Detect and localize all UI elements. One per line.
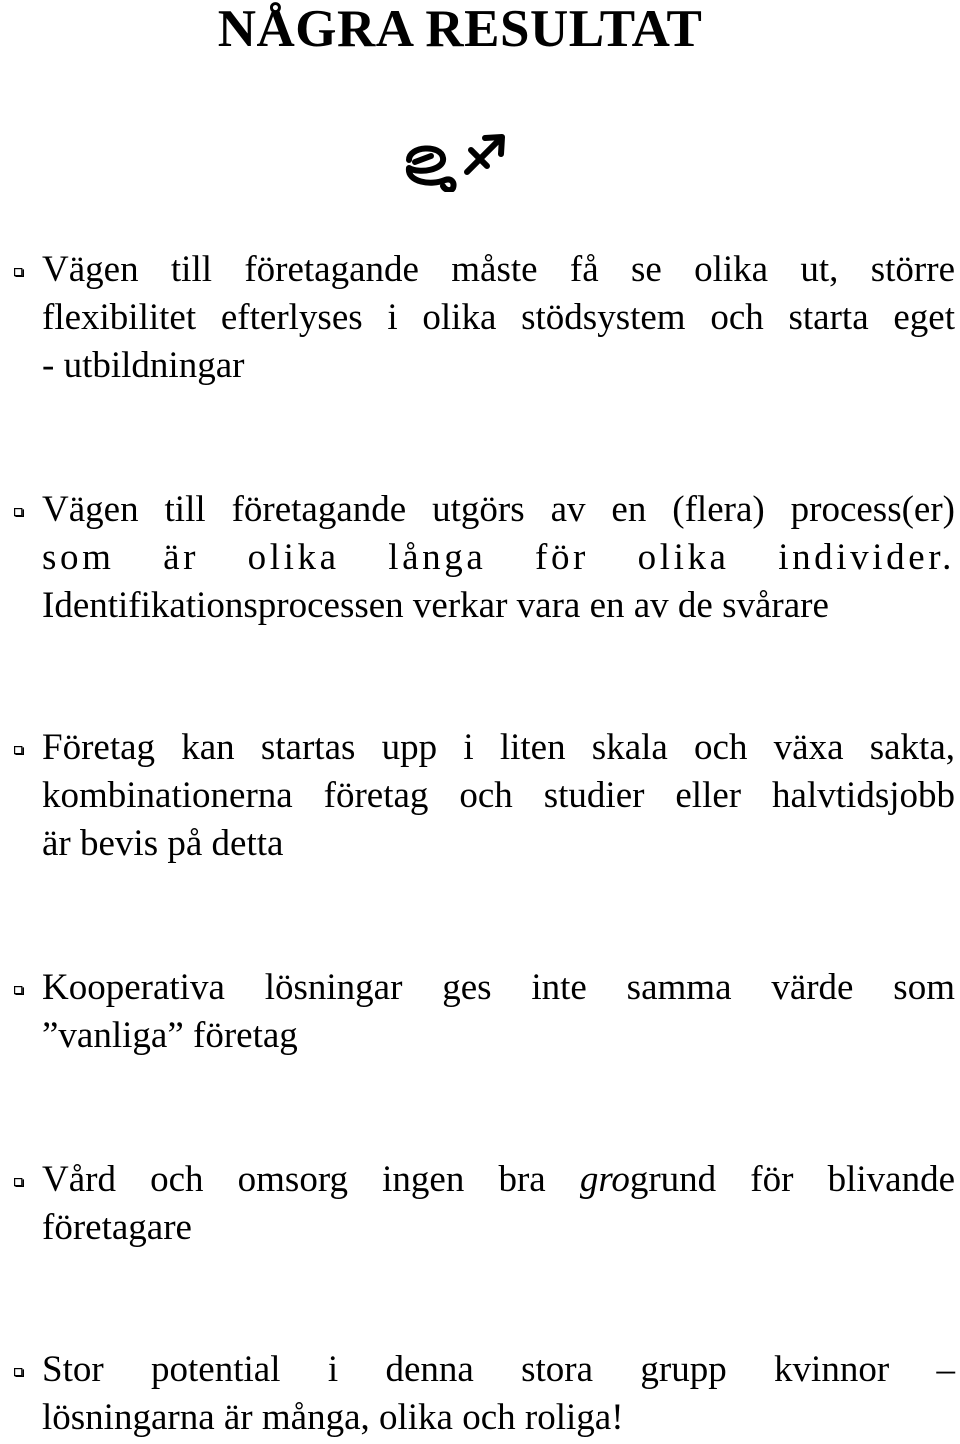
astrological-symbols	[401, 122, 511, 192]
checkbox-bullet-icon	[14, 1368, 24, 1377]
text-segment: Vård och omsorg ingen bra	[42, 1159, 580, 1200]
list-item-text	[42, 1346, 955, 1442]
text-line: Vägen till företagande utgörs av en (flera) process(er)	[42, 489, 955, 530]
text-line: Identifikationsprocessen verkar vara en av de svårare	[42, 585, 829, 626]
text-line: Kooperativa lösningar ges inte samma värde som	[42, 967, 955, 1008]
text-line: Vägen till företagande måste få se olika ut, större	[42, 249, 955, 290]
text-line: lösningarna är många, olika och roliga!	[42, 1397, 624, 1438]
text-segment: grund för blivande	[629, 1159, 955, 1200]
text-line	[42, 1156, 955, 1204]
virgo-symbol-icon	[409, 148, 454, 190]
text-line: är bevis på detta	[42, 823, 284, 864]
italic-text-segment: gro	[579, 1159, 630, 1200]
checkbox-bullet-icon	[14, 1178, 24, 1187]
text-line: kombinationerna företag och studier eller halvtidsjobb	[42, 775, 955, 816]
text-line: Företag kan startas upp i liten skala och växa sakta,	[42, 727, 955, 768]
page-title: NÅGRA RESULTAT	[217, 0, 703, 58]
text-line: - utbildningar	[42, 345, 245, 386]
list-item-text	[42, 486, 955, 630]
list-item-text	[42, 1156, 955, 1252]
text-line: flexibilitet efterlyses i olika stödsystem och starta eget	[42, 297, 955, 338]
text-line: ”vanliga” företag	[42, 1015, 298, 1056]
checkbox-bullet-icon	[14, 268, 24, 277]
text-line: som är olika långa för olika individer.	[42, 537, 955, 578]
checkbox-bullet-icon	[14, 986, 24, 995]
sagittarius-symbol-icon	[467, 137, 502, 172]
list-item-text	[42, 964, 955, 1060]
list-item-text	[42, 724, 955, 868]
list-item-text	[42, 246, 955, 390]
checkbox-bullet-icon	[14, 746, 24, 755]
text-line: företagare	[42, 1207, 192, 1248]
checkbox-bullet-icon	[14, 508, 24, 517]
text-line: Stor potential i denna stora grupp kvinnor –	[42, 1349, 955, 1390]
